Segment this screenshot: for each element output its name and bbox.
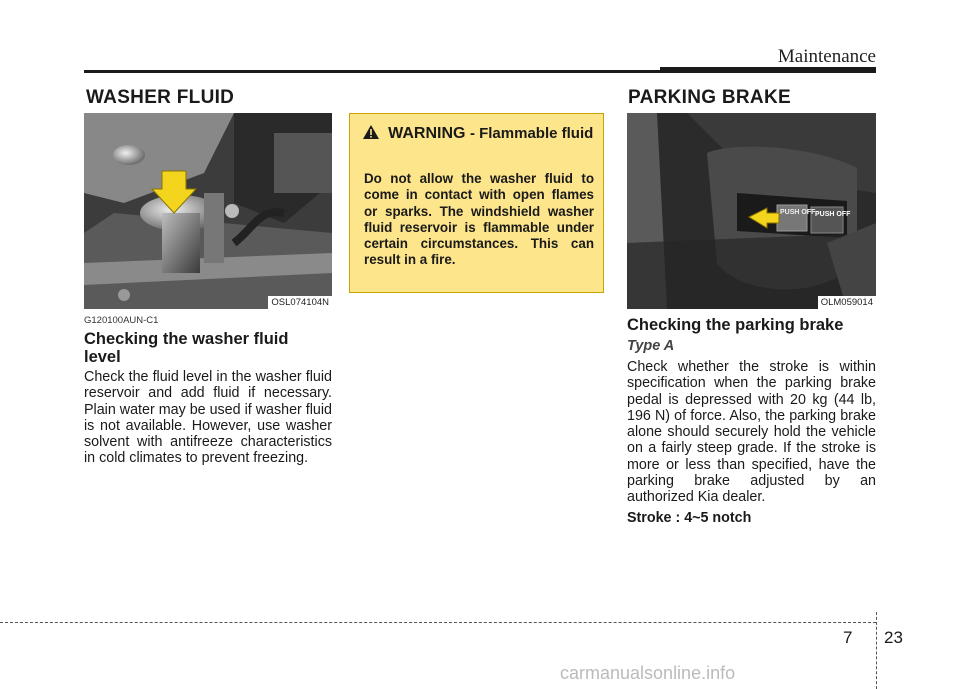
brake-type-label: Type A <box>627 338 675 354</box>
brake-figure-caption: OLM059014 <box>818 296 876 309</box>
footer-rule <box>0 622 876 623</box>
footer-divider <box>876 612 877 689</box>
washer-reservoir-photo <box>84 113 332 309</box>
figure-label-1: PUSH OFF <box>780 209 816 216</box>
warning-word: WARNING <box>388 125 466 142</box>
warning-box <box>349 113 604 293</box>
brake-subheading: Checking the parking brake <box>627 316 844 334</box>
figure-label-2: PUSH OFF <box>815 211 851 218</box>
section-code: G120100AUN-C1 <box>84 315 159 326</box>
warning-text: Do not allow the washer fluid to come in contact with open flames or sparks. The windshield washer fluid reservoir is flammable under certain circumstances. This can result in a fire. <box>364 171 594 268</box>
watermark: carmanualsonline.info <box>560 663 736 683</box>
brake-body-text: Check whether the stroke is within specification when the parking brake pedal is depressed with 20 kg (44 lb, 196 N) of force. Also, the parking brake alone should securely hold the vehicle on a fairly steep grade. If the stroke is more or less than specified, have the parking brake adjusted by an authorized Kia dealer. <box>627 359 876 506</box>
header-rule-accent <box>660 67 876 73</box>
warning-triangle-icon <box>362 124 380 145</box>
washer-figure-caption: OSL074104N <box>268 296 332 309</box>
page-header-title: Maintenance <box>777 46 876 67</box>
brake-stroke-spec: Stroke : 4~5 notch <box>627 510 752 526</box>
washer-fluid-section-title: WASHER FLUID <box>86 87 235 108</box>
parking-brake-photo <box>627 113 876 309</box>
chapter-number: 7 <box>843 628 853 647</box>
washer-subheading: Checking the washer fluid level <box>84 330 289 366</box>
washer-body-text: Check the fluid level in the washer fluid reservoir and add fluid if necessary. Plain water may be used if washer fluid is not available. However, use washer solvent with antifreeze characteristics in cold climates to prevent freezing. <box>84 369 332 467</box>
warning-heading <box>350 124 605 145</box>
parking-brake-section-title: PARKING BRAKE <box>628 87 791 108</box>
warning-subject: - Flammable fluid <box>469 125 594 142</box>
page-number: 23 <box>884 628 903 647</box>
